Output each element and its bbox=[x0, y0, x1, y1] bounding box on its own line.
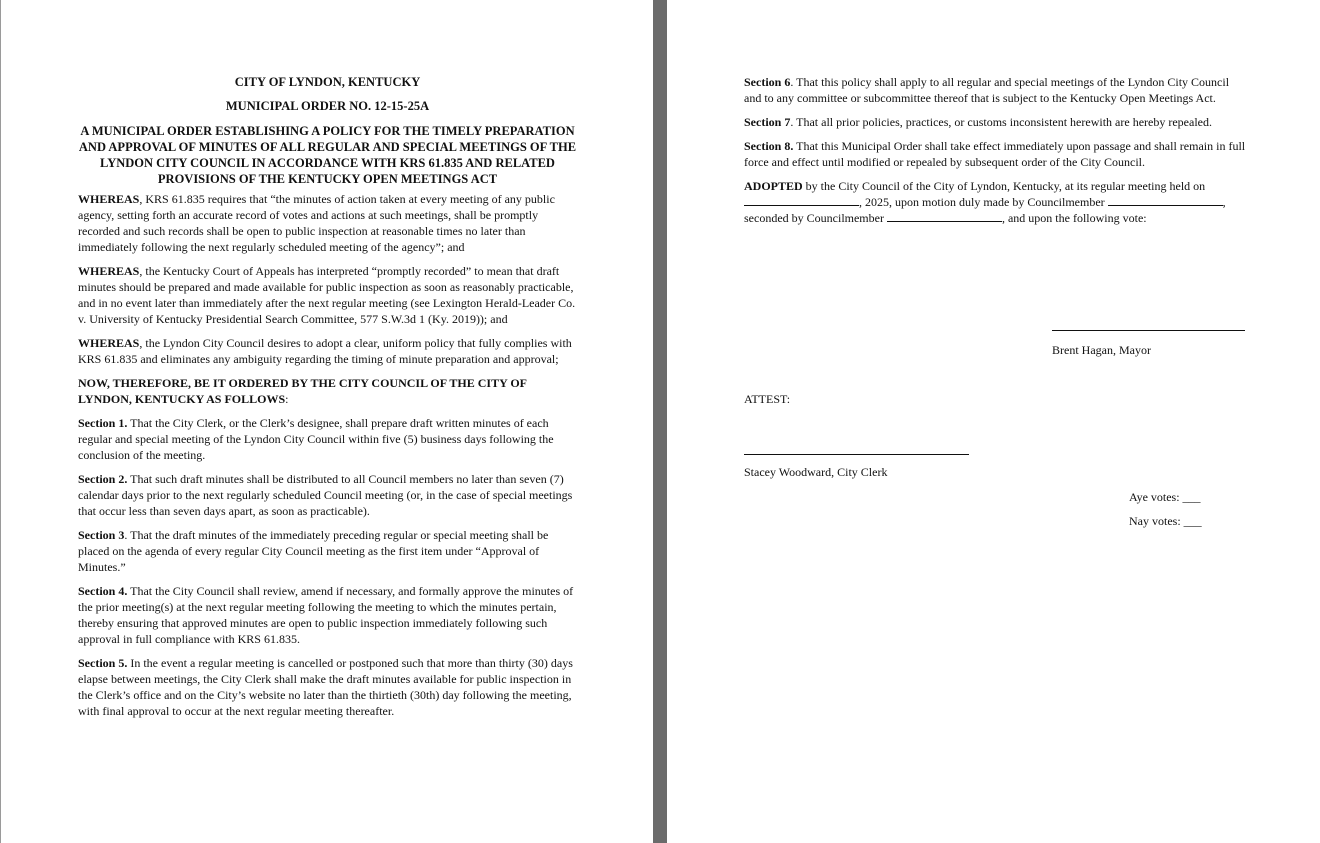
document-page-right bbox=[667, 0, 1320, 843]
section-3-paragraph bbox=[78, 527, 577, 575]
adopted-text: by the City Council of the City of Lyndon, Kentucky, at its regular meeting held on bbox=[802, 179, 1206, 193]
section-lead: Section 5. bbox=[78, 656, 128, 670]
section-1-paragraph bbox=[78, 415, 577, 463]
section-5-paragraph bbox=[78, 655, 577, 719]
adopted-text: , bbox=[1222, 195, 1226, 209]
adopted-text: , 2025, upon motion duly made by Councilmember bbox=[859, 195, 1105, 209]
section-7-paragraph bbox=[744, 114, 1247, 130]
section-lead: Section 7 bbox=[744, 115, 791, 129]
section-lead: Section 1. bbox=[78, 416, 128, 430]
page-right-content bbox=[744, 74, 1247, 234]
whereas-text: , the Lyndon City Council desires to adopt a clear, uniform policy that fully complies with KRS 61.835 and eliminates any ambiguity regarding the timing of minute preparation and approval; bbox=[78, 336, 572, 366]
section-text: That this Municipal Order shall take effect immediately upon passage and shall remain in full force and effect until modified or repealed by subsequent order of the City Council. bbox=[744, 139, 1246, 169]
section-lead: Section 2. bbox=[78, 472, 128, 486]
whereas-lead: WHEREAS bbox=[78, 192, 140, 206]
clerk-name: Stacey Woodward, City Clerk bbox=[744, 465, 888, 479]
meeting-date-blank bbox=[744, 194, 859, 206]
section-6-paragraph bbox=[744, 74, 1247, 106]
adopted-lead: ADOPTED bbox=[744, 179, 803, 193]
section-text: . That all prior policies, practices, or customs inconsistent herewith are hereby repealed. bbox=[790, 115, 1212, 129]
section-text: That the City Council shall review, amend if necessary, and formally approve the minutes of the prior meeting(s) at the next regular meeting following the meeting to which the minutes pertain, thereby ensuring that approved minutes are open to public inspection immediately following such approval in full compliance with KRS 61.835. bbox=[78, 584, 574, 646]
page-left-content bbox=[78, 74, 577, 727]
clerk-signature-line bbox=[744, 454, 969, 455]
second-councilmember-blank bbox=[887, 210, 1002, 222]
order-number-heading: MUNICIPAL ORDER NO. 12-15-25A bbox=[225, 99, 430, 113]
nay-votes: Nay votes: ___ bbox=[1129, 514, 1202, 528]
now-therefore-paragraph bbox=[78, 375, 577, 407]
section-text: In the event a regular meeting is cancelled or postponed such that more than thirty (30) days elapse between meetings, the City Clerk shall make the draft minutes available for public inspection in the Clerk’s office and on the City’s website no later than the thirtieth (30th) day following the meeting, with final approval to occur at the next regular meeting thereafter. bbox=[78, 656, 573, 718]
now-therefore-lead: NOW, THEREFORE, BE IT ORDERED BY THE CITY COUNCIL OF THE CITY OF LYNDON, KENTUCKY AS FOLLOWS bbox=[78, 376, 527, 406]
whereas-text: , the Kentucky Court of Appeals has interpreted “promptly recorded” to mean that draft minutes should be prepared and made available for public inspection as soon as reasonably practicable, and in no event later than immediately after the next regular meeting (see Lexington Herald-Leader Co. v. University of Kentucky Presidential Search Committee, 577 S.W.3d 1 (Ky. 2019)); and bbox=[78, 264, 576, 326]
section-2-paragraph bbox=[78, 471, 577, 519]
whereas-text: , KRS 61.835 requires that “the minutes of action taken at every meeting of any public agency, setting forth an accurate record of votes and actions at such meetings, shall be promptly recorded and such records shall be open to public inspection at reasonable times no later than immediately following the next regularly scheduled meeting of the agency”; and bbox=[78, 192, 555, 254]
section-text: That the City Clerk, or the Clerk’s designee, shall prepare draft written minutes of each regular and special meeting of the Lyndon City Council within five (5) business days following the conclusion of the meeting. bbox=[78, 416, 554, 462]
whereas-lead: WHEREAS bbox=[78, 336, 140, 350]
mayor-signature-line bbox=[1052, 330, 1245, 331]
section-8-paragraph bbox=[744, 138, 1247, 170]
section-lead: Section 3 bbox=[78, 528, 125, 542]
adopted-text: , and upon the following vote: bbox=[1001, 211, 1147, 225]
document-page-left bbox=[0, 0, 653, 843]
section-4-paragraph bbox=[78, 583, 577, 647]
section-text: That such draft minutes shall be distributed to all Council members no later than seven (7) calendar days prior to the next regularly scheduled Council meeting (or, in the case of special meetings that occur less than seven days apart, as soon as practicable). bbox=[78, 472, 573, 518]
whereas-lead: WHEREAS bbox=[78, 264, 140, 278]
city-heading: CITY OF LYNDON, KENTUCKY bbox=[234, 75, 421, 89]
attest-label: ATTEST: bbox=[744, 392, 791, 406]
aye-votes: Aye votes: ___ bbox=[1129, 490, 1201, 504]
section-lead: Section 6 bbox=[744, 75, 791, 89]
order-title-heading: A MUNICIPAL ORDER ESTABLISHING A POLICY FOR THE TIMELY PREPARATION AND APPROVAL OF MINUTES OF ALL REGULAR AND SPECIAL MEETINGS OF THE LYNDON CITY COUNCIL IN ACCORDANCE WITH KRS 61.835 AND RELATED PROVISIONS OF THE KENTUCKY OPEN MEETINGS ACT bbox=[78, 124, 577, 186]
mayor-name: Brent Hagan, Mayor bbox=[1052, 343, 1151, 357]
section-text: . That this policy shall apply to all regular and special meetings of the Lyndon City Council and to any committee or subcommittee thereof that is subject to the Kentucky Open Meetings Act. bbox=[744, 75, 1230, 105]
section-text: . That the draft minutes of the immediately preceding regular or special meeting shall be placed on the agenda of every regular City Council meeting as the first item under “Approval of Minutes.” bbox=[78, 528, 549, 574]
section-lead: Section 4. bbox=[78, 584, 128, 598]
whereas-paragraph-3 bbox=[78, 335, 577, 367]
whereas-paragraph-2 bbox=[78, 263, 577, 327]
section-lead: Section 8. bbox=[744, 139, 794, 153]
motion-councilmember-blank bbox=[1108, 194, 1223, 206]
whereas-paragraph-1 bbox=[78, 191, 577, 255]
now-therefore-text: : bbox=[285, 392, 289, 406]
adopted-text: seconded by Councilmember bbox=[744, 211, 884, 225]
adopted-paragraph bbox=[744, 178, 1247, 226]
